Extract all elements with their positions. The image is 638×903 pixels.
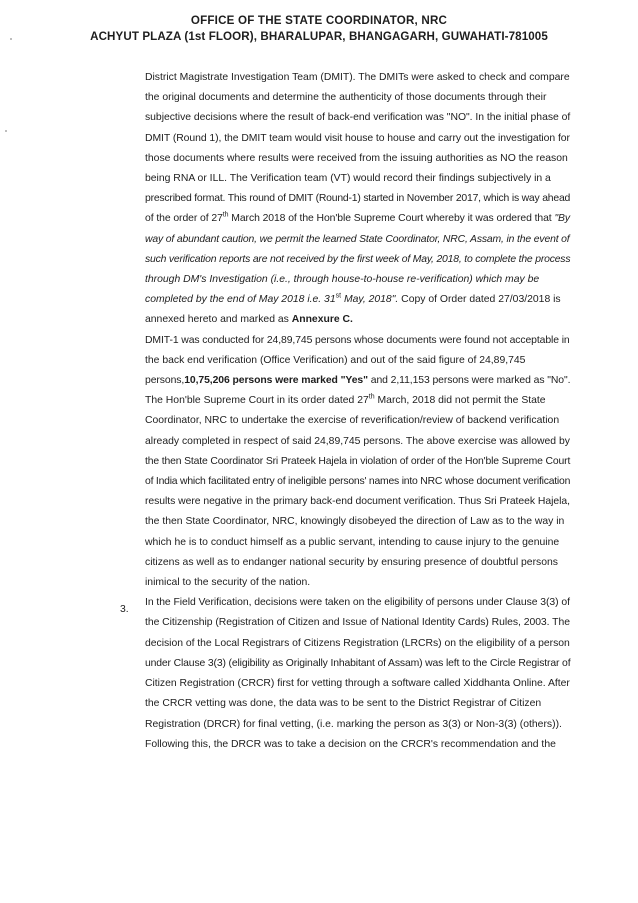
text-line: District Magistrate Investigation Team (DMIT). The DMITs were asked to check and compare (145, 72, 570, 83)
text-run: Copy of Order dated 27/03/2018 is (398, 294, 561, 306)
text-line: the CRCR vetting was done, the data was to be sent to the District Registrar of Citizen (145, 698, 542, 710)
text-line: of India which facilitated entry of ineligible persons' names into NRC whose document verification (145, 476, 571, 488)
paragraph-number: 3. (120, 604, 129, 615)
text-line (145, 310, 570, 330)
text-run: of the order of 27 (145, 213, 223, 225)
quote-text: way of abundant caution, we permit the learned State Coordinator, NRC, Assam, in the event of (145, 233, 570, 245)
text-run: persons, (145, 375, 185, 387)
text-line (145, 391, 570, 411)
text-line: the then State Coordinator Sri Prateek Hajela in violation of order of the Hon'ble Supreme Court (145, 455, 571, 467)
text-line: Following this, the DRCR was to take a decision on the CRCR's recommendation and the (145, 738, 556, 750)
text-line (145, 230, 570, 250)
quote-text: through DM's Investigation (i.e., through house-to-house re-verification) which may be (145, 274, 540, 286)
text-line: subjective decisions where the result of back-end verification was "NO". In the initial phase of (145, 112, 571, 124)
text-line: results were negative in the primary back-end document verification. Thus Sri Prateek Hajela, (145, 496, 570, 508)
text-line: Coordinator, NRC to undertake the exercise of reverification/review of backend verification (145, 415, 560, 427)
text-line: being RNA or ILL. The Verification team (VT) would record their findings subjectively in a (145, 173, 551, 185)
text-run: March 2018 of the Hon'ble Supreme Court whereby it was ordered that (228, 213, 555, 225)
letterhead-address: ACHYUT PLAZA (1st FLOOR), BHARALUPAR, BHANGAGARH, GUWAHATI-781005 (90, 30, 548, 43)
paragraph-field-verification (145, 593, 570, 755)
text-line: inimical to the security of the nation. (145, 577, 311, 589)
superscript: st (335, 292, 342, 300)
quote-text: May, 2018". (341, 294, 399, 306)
quote-text: completed by the end of May 2018 i.e. 31 (145, 294, 336, 306)
text-run: and 2,11,153 persons were marked as "No". (367, 375, 571, 387)
text-run: annexed hereto and marked as (145, 314, 292, 326)
letterhead (0, 13, 638, 45)
superscript: th (222, 211, 229, 219)
text-line: the back end verification (Office Verification) and out of the said figure of 24,89,745 (145, 354, 526, 366)
text-line: the Citizenship (Registration of Citizen and Issue of National Identity Cards) Rules, 2003. The (145, 617, 570, 629)
text-line (145, 270, 570, 290)
text-line: DMIT-1 was conducted for 24,89,745 persons whose documents were found not acceptable in (145, 334, 570, 346)
text-line (145, 371, 570, 391)
text-run: The Hon'ble Supreme Court in its order dated 27 (145, 395, 369, 407)
quote-text: "By (554, 213, 571, 225)
text-line: citizens as well as to endanger national security by ensuring presence of doubtful persons (145, 556, 558, 568)
text-line: the original documents and determine the authenticity of those documents through their (145, 92, 547, 104)
paragraph-dmit (145, 68, 570, 331)
text-run: March, 2018 did not permit the State (374, 395, 546, 407)
scan-speck (5, 130, 7, 132)
text-line: decision of the Local Registrars of Citizens Registration (LRCRs) on the eligibility of a person (145, 637, 570, 649)
text-line: DMIT (Round 1), the DMIT team would visit house to house and carry out the investigation for (145, 132, 570, 144)
document-body (145, 68, 570, 755)
text-line (145, 290, 570, 310)
text-line: Registration (DRCR) for final vetting, (i.e. marking the person as 3(3) or Non-3(3) (others)). (145, 718, 562, 730)
text-line: Citizen Registration (CRCR) first for vetting through a software called Xiddhanta Online. After (145, 678, 570, 690)
text-line (145, 250, 570, 270)
annexure-reference: Annexure C. (291, 314, 353, 326)
text-line: already completed in respect of said 24,89,745 persons. The above exercise was allowed by (145, 435, 570, 447)
superscript: th (368, 393, 375, 401)
text-line: those documents where results were received from the issuing authorities as NO the reason (145, 152, 568, 164)
text-line: under Clause 3(3) (eligibility as Originally Inhabitant of Assam) was left to the Circle Registrar of (145, 657, 571, 669)
letterhead-office: OFFICE OF THE STATE COORDINATOR, NRC (190, 14, 448, 27)
text-line: In the Field Verification, decisions were taken on the eligibility of persons under Clause 3(3) of (145, 597, 570, 609)
text-line (145, 209, 570, 229)
paragraph-dmit-1 (145, 331, 570, 594)
emphasis-text: 10,75,206 persons were marked "Yes" (184, 375, 368, 387)
quote-text: such verification reports are not received by the first week of May, 2018, to complete the process (145, 253, 571, 265)
text-line: the then State Coordinator, NRC, knowingly disobeyed the direction of Law as to the way in (145, 516, 565, 528)
text-line: prescribed format. This round of DMIT (Round-1) started in November 2017, which is way ahead (145, 193, 571, 205)
text-line: which he is to conduct himself as a public servant, intending to cause injury to the genuine (145, 536, 560, 548)
